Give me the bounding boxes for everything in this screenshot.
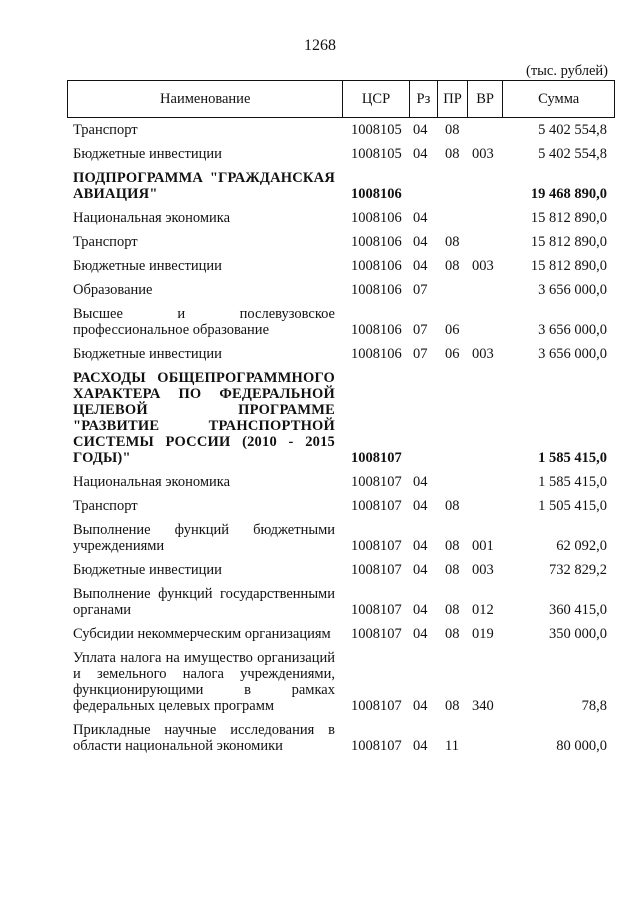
row-csr: 1008107 — [351, 626, 402, 642]
row-pr: 11 — [445, 738, 459, 754]
row-pr: 06 — [445, 346, 460, 362]
table-row — [67, 370, 615, 466]
row-sum: 5 402 554,8 — [538, 122, 607, 138]
table-row — [67, 146, 615, 162]
row-name: РАСХОДЫ ОБЩЕПРОГРАММНОГО ХАРАКТЕРА ПО ФЕДЕРАЛЬНОЙ ЦЕЛЕВОЙ ПРОГРАММЕ "РАЗВИТИЕ ТРАНСПОРТНОЙ СИСТЕМЫ РОССИИ (2010 - 2015 ГОДЫ)" — [73, 370, 335, 466]
row-rz: 07 — [413, 322, 428, 338]
row-csr: 1008107 — [351, 698, 402, 714]
row-csr: 1008106 — [351, 322, 402, 338]
row-sum: 62 092,0 — [556, 538, 607, 554]
table-body — [67, 122, 615, 754]
row-pr: 08 — [445, 538, 460, 554]
row-csr: 1008107 — [351, 450, 402, 466]
table-row — [67, 650, 615, 714]
row-sum: 80 000,0 — [556, 738, 607, 754]
row-rz: 04 — [413, 210, 428, 226]
row-sum: 15 812 890,0 — [530, 234, 607, 250]
budget-table — [67, 80, 615, 762]
row-csr: 1008105 — [351, 122, 402, 138]
row-pr: 08 — [445, 122, 460, 138]
table-row — [67, 586, 615, 618]
row-pr: 06 — [445, 322, 460, 338]
row-csr: 1008106 — [351, 346, 402, 362]
table-row — [67, 498, 615, 514]
header-pr: ПР — [437, 81, 467, 117]
row-sum: 3 656 000,0 — [538, 282, 607, 298]
row-sum: 78,8 — [581, 698, 607, 714]
header-sum: Сумма — [502, 81, 615, 117]
row-name: Субсидии некоммерческим организациям — [73, 626, 331, 642]
row-csr: 1008106 — [351, 234, 402, 250]
table-row — [67, 522, 615, 554]
table-row — [67, 122, 615, 138]
table-row — [67, 474, 615, 490]
row-csr: 1008105 — [351, 146, 402, 162]
table-row — [67, 282, 615, 298]
page-number: 1268 — [304, 37, 336, 54]
row-csr: 1008106 — [351, 186, 402, 202]
row-name: Уплата налога на имущество организаций и земельного налога учреждениями, функционирующими в рамках федеральных целевых программ — [73, 650, 335, 714]
row-name: Образование — [73, 282, 153, 298]
header-rz: Рз — [409, 81, 438, 117]
table-row — [67, 210, 615, 226]
table-row — [67, 258, 615, 274]
row-rz: 04 — [413, 498, 428, 514]
table-row — [67, 234, 615, 250]
row-name: Выполнение функций государственными органами — [73, 586, 335, 618]
row-sum: 15 812 890,0 — [530, 210, 607, 226]
row-sum: 19 468 890,0 — [530, 186, 607, 202]
units-note: (тыс. рублей) — [526, 63, 608, 79]
row-name: Транспорт — [73, 234, 138, 250]
row-rz: 04 — [413, 562, 428, 578]
row-vr: 340 — [472, 698, 494, 714]
row-rz: 04 — [413, 234, 428, 250]
row-rz: 04 — [413, 538, 428, 554]
row-rz: 04 — [413, 474, 428, 490]
row-rz: 04 — [413, 258, 428, 274]
row-sum: 732 829,2 — [549, 562, 607, 578]
row-name: Высшее и послевузовское профессиональное образование — [73, 306, 335, 338]
row-csr: 1008107 — [351, 738, 402, 754]
row-pr: 08 — [445, 698, 460, 714]
row-name: Национальная экономика — [73, 474, 231, 490]
row-name: Бюджетные инвестиции — [73, 562, 222, 578]
row-name: Бюджетные инвестиции — [73, 146, 222, 162]
row-rz: 07 — [413, 282, 428, 298]
row-csr: 1008107 — [351, 538, 402, 554]
row-rz: 04 — [413, 738, 428, 754]
row-rz: 04 — [413, 602, 428, 618]
row-sum: 5 402 554,8 — [538, 146, 607, 162]
row-csr: 1008106 — [351, 258, 402, 274]
header-name: Наименование — [67, 81, 342, 117]
row-vr: 012 — [472, 602, 494, 618]
row-rz: 07 — [413, 346, 428, 362]
row-csr: 1008107 — [351, 602, 402, 618]
row-csr: 1008107 — [351, 474, 402, 490]
row-csr: 1008107 — [351, 562, 402, 578]
row-rz: 04 — [413, 626, 428, 642]
row-sum: 360 415,0 — [549, 602, 607, 618]
row-pr: 08 — [445, 234, 460, 250]
row-sum: 3 656 000,0 — [538, 346, 607, 362]
row-sum: 1 585 415,0 — [538, 474, 607, 490]
row-vr: 019 — [472, 626, 494, 642]
row-pr: 08 — [445, 498, 460, 514]
row-name: Транспорт — [73, 498, 138, 514]
row-sum: 1 505 415,0 — [538, 498, 607, 514]
row-name: Национальная экономика — [73, 210, 231, 226]
row-name: Прикладные научные исследования в области национальной экономики — [73, 722, 335, 754]
row-pr: 08 — [445, 146, 460, 162]
row-rz: 04 — [413, 146, 428, 162]
table-row — [67, 626, 615, 642]
row-sum: 350 000,0 — [549, 626, 607, 642]
table-header — [67, 80, 615, 118]
row-pr: 08 — [445, 602, 460, 618]
row-sum: 3 656 000,0 — [538, 322, 607, 338]
row-name: Бюджетные инвестиции — [73, 346, 222, 362]
row-pr: 08 — [445, 562, 460, 578]
row-rz: 04 — [413, 698, 428, 714]
row-vr: 003 — [472, 258, 494, 274]
row-name: Бюджетные инвестиции — [73, 258, 222, 274]
header-csr: ЦСР — [342, 81, 408, 117]
row-sum: 1 585 415,0 — [538, 450, 607, 466]
table-row — [67, 170, 615, 202]
table-row — [67, 306, 615, 338]
row-vr: 003 — [472, 146, 494, 162]
table-row — [67, 346, 615, 362]
table-row — [67, 562, 615, 578]
row-vr: 001 — [472, 538, 494, 554]
row-pr: 08 — [445, 258, 460, 274]
row-name: Выполнение функций бюджетными учреждениями — [73, 522, 335, 554]
table-row — [67, 722, 615, 754]
row-vr: 003 — [472, 562, 494, 578]
row-rz: 04 — [413, 122, 428, 138]
row-pr: 08 — [445, 626, 460, 642]
row-vr: 003 — [472, 346, 494, 362]
row-csr: 1008107 — [351, 498, 402, 514]
header-vr: ВР — [467, 81, 503, 117]
row-csr: 1008106 — [351, 282, 402, 298]
row-csr: 1008106 — [351, 210, 402, 226]
row-name: ПОДПРОГРАММА "ГРАЖДАНСКАЯ АВИАЦИЯ" — [73, 170, 335, 202]
row-sum: 15 812 890,0 — [530, 258, 607, 274]
row-name: Транспорт — [73, 122, 138, 138]
